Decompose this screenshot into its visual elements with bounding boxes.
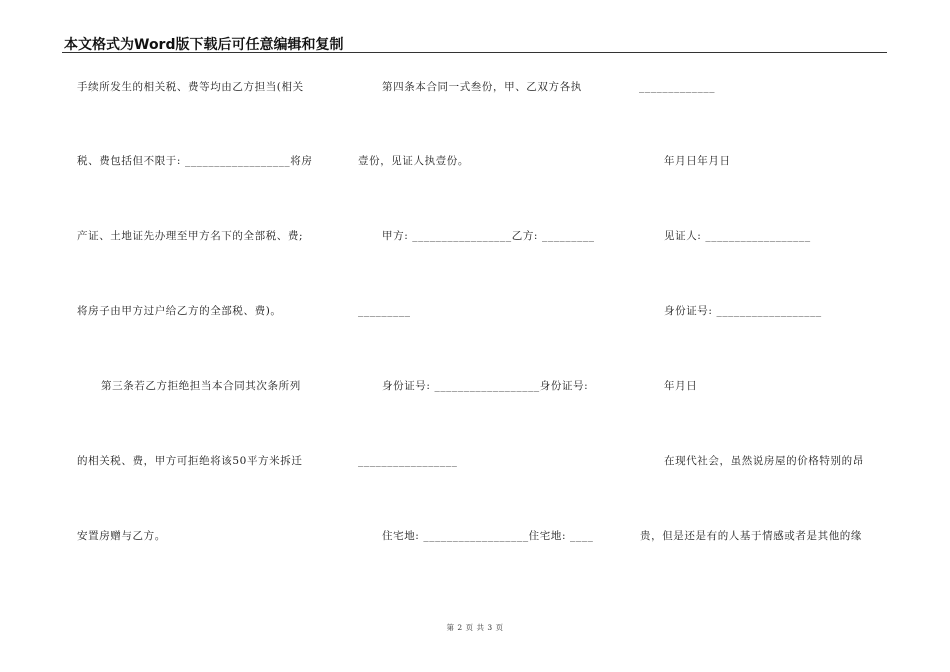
right-line-4: 身份证号: __________________ [664, 305, 822, 317]
left-line-3: 产证、土地证先办理至甲方名下的全部税、费; [77, 230, 304, 242]
header-divider [62, 52, 887, 53]
right-line-6: 在现代社会，虽然说房屋的价格特别的昂 [664, 455, 864, 467]
middle-line-3: 甲方: _________________乙方: _________ [382, 230, 595, 242]
right-line-3: 见证人: __________________ [664, 230, 811, 242]
left-line-2: 税、费包括但不限于: __________________将房 [77, 155, 313, 167]
right-line-5: 年月日 [664, 380, 698, 392]
document-header-title: 本文格式为Word版下载后可任意编辑和复制 [64, 37, 344, 53]
middle-line-1: 第四条本合同一式叁份，甲、乙双方各执 [382, 81, 582, 93]
middle-line-2: 壹份，见证人执壹份。 [358, 155, 469, 167]
left-line-7: 安置房赠与乙方。 [77, 530, 166, 542]
left-line-1: 手续所发生的相关税、费等均由乙方担当(相关 [77, 81, 304, 93]
left-line-5: 第三条若乙方拒绝担当本合同其次条所列 [101, 380, 301, 392]
right-line-2: 年月日年月日 [664, 155, 731, 167]
middle-line-6: _________________ [358, 455, 458, 467]
middle-line-4: _________ [358, 305, 411, 317]
middle-line-7: 住宅地: __________________住宅地: ____ [382, 530, 594, 542]
right-line-7: 贵，但是还是有的人基于情感或者是其他的缘 [640, 530, 862, 542]
page-footer: 第 2 页 共 3 页 [446, 623, 504, 632]
left-line-4: 将房子由甲方过户给乙方的全部税、费)。 [77, 305, 282, 317]
right-line-1: _____________ [639, 81, 716, 93]
middle-line-5: 身份证号: __________________身份证号: [382, 380, 589, 392]
left-line-6: 的相关税、费，甲方可拒绝将该50平方米拆迁 [77, 455, 303, 467]
